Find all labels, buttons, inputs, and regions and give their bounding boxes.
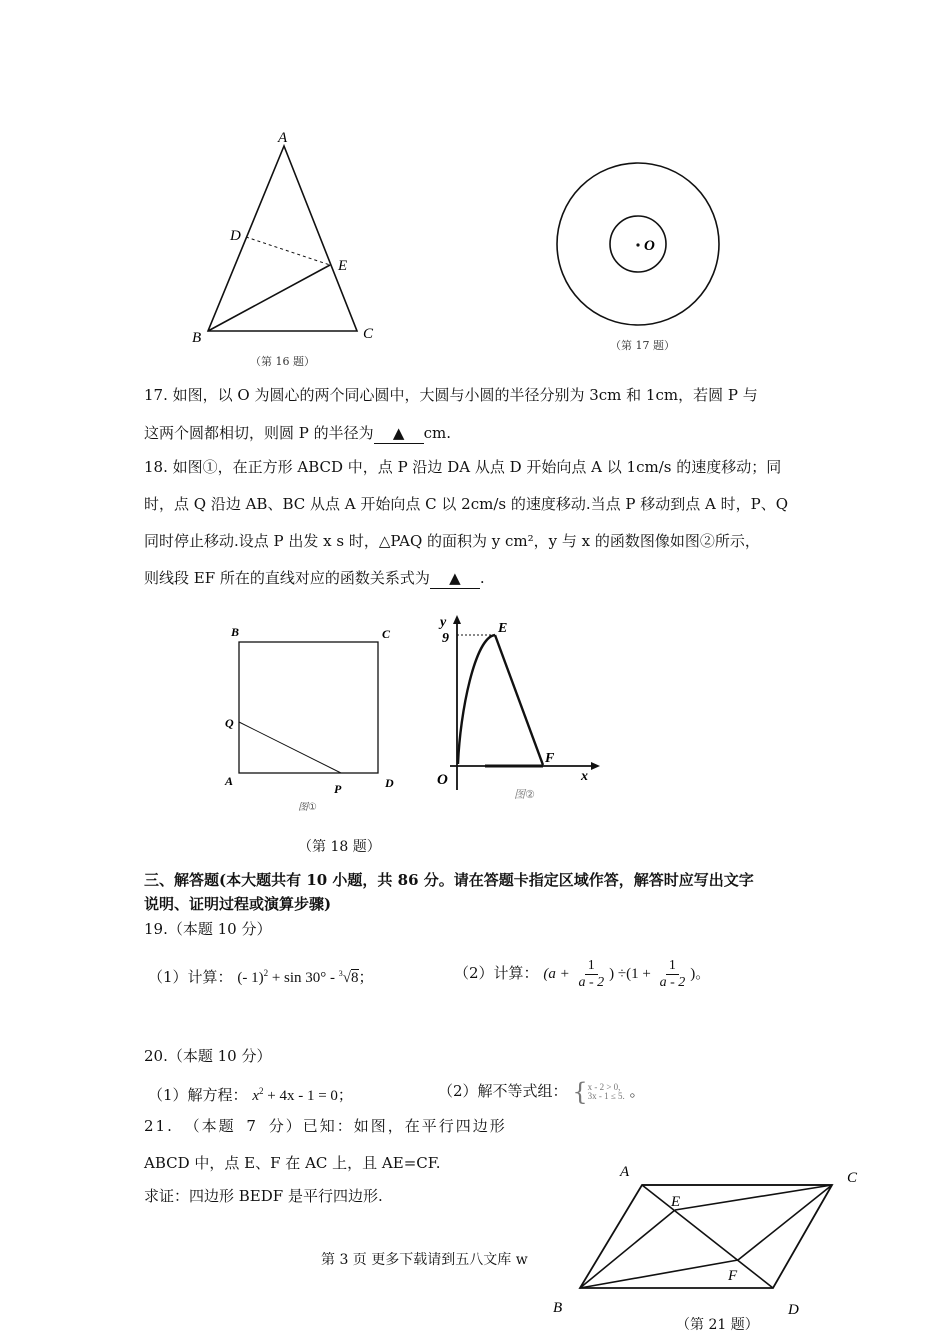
figure-16-triangle <box>180 120 400 350</box>
q18-line2: 时，点 Q 沿边 AB、BC 从点 A 开始向点 C 以 2cm/s 的速度移动.当点 P 移动到点 A 时，P、Q <box>144 495 788 513</box>
page-footer: 第 3 页 更多下载请到五八文库 w <box>321 1252 528 1268</box>
q17-line2-pre: 这两个圆都相切，则圆 P 的半径为 <box>144 424 374 442</box>
q20-expr-a: x <box>252 1088 259 1104</box>
caption-17: （第 17 题） <box>610 339 675 352</box>
q17-line2 <box>144 423 451 444</box>
q17-line1: 17. 如图，以 O 为圆心的两个同心圆中，大圆与小圆的半径分别为 3cm 和 1cm，若圆 P 与 <box>144 386 758 404</box>
q19-frac2-den: a - 2 <box>659 975 686 991</box>
q18-line4 <box>144 568 485 589</box>
q20-part1 <box>148 1081 353 1106</box>
q21-line2: ABCD 中，点 E、F 在 AC 上，且 AE=CF. <box>144 1154 441 1172</box>
subcaption-2: 图② <box>514 788 535 801</box>
label-c: C <box>382 627 391 641</box>
label-o: O <box>644 238 655 254</box>
segment-bf <box>580 1260 738 1288</box>
center-dot <box>636 243 639 246</box>
q19-part1 <box>148 963 374 988</box>
label-nine: 9 <box>442 631 449 646</box>
segment-be <box>208 265 330 331</box>
q19-expr-sup: 2 <box>263 968 269 978</box>
caption-18: （第 18 题） <box>298 839 381 855</box>
q20-part2 <box>438 1078 645 1106</box>
label-d: D <box>788 1302 799 1318</box>
radical-icon: √ <box>342 970 352 986</box>
label-o: O <box>437 772 448 788</box>
label-f: F <box>728 1268 738 1284</box>
q19-head: 19.（本题 10 分） <box>144 920 272 938</box>
q19-part2-expr <box>543 958 711 991</box>
section3-line2: 说明、证明过程或演算步骤) <box>144 895 332 913</box>
figure-18-graph <box>430 612 610 807</box>
q20-head: 20.（本题 10 分） <box>144 1047 272 1065</box>
q19-part1-end: ； <box>358 970 374 986</box>
q19-part1-label: （1）计算： <box>148 968 233 986</box>
segment-ed <box>675 1185 832 1210</box>
label-e: E <box>671 1194 681 1210</box>
label-a: A <box>278 130 288 146</box>
q19-root-index: 3 <box>338 969 343 978</box>
subcaption-1: 图① <box>298 802 317 813</box>
section3-line1: 三、解答题(本大题共有 10 小题，共 86 分。请在答题卡指定区域作答，解答时应写出文字 <box>144 871 754 889</box>
curve-oe <box>458 635 495 764</box>
q18-line4-post: . <box>479 569 485 587</box>
x-arrow <box>591 762 600 770</box>
label-d: D <box>385 776 394 790</box>
label-e: E <box>338 258 348 274</box>
label-a: A <box>620 1164 630 1180</box>
q19-fraction-1 <box>575 958 607 991</box>
q20-system-rows <box>588 1083 625 1101</box>
q17-line2-post: cm. <box>423 424 452 442</box>
diagonal-a-c <box>642 1185 773 1288</box>
q20-row-2: 3x - 1 ≤ 5. <box>587 1091 625 1101</box>
q19-part2-label: （2）计算： <box>454 964 539 982</box>
q18-line1: 18. 如图①，在正方形 ABCD 中，点 P 沿边 DA 从点 D 开始向点 A 以 1cm/s 的速度移动；同 <box>144 458 782 476</box>
q19-p2-mid: ) ÷(1 + <box>609 966 655 982</box>
figure-17-circles <box>552 158 724 330</box>
q20-part2-label: （2）解不等式组： <box>438 1082 568 1100</box>
q18-line3: 同时停止移动.设点 P 出发 x s 时，△PAQ 的面积为 y cm²，y 与 x 的函数图像如图②所示， <box>144 532 760 550</box>
q19-frac1-den: a - 2 <box>578 975 605 991</box>
q17-answer-blank: ▲ <box>374 423 424 444</box>
caption-21: （第 21 题） <box>676 1317 759 1333</box>
q20-expr-sup: 2 <box>259 1086 264 1096</box>
label-b: B <box>231 625 240 639</box>
label-d: D <box>230 228 241 244</box>
caption-16: （第 16 题） <box>250 355 315 368</box>
q20-row-1: x - 2 > 0, <box>587 1082 621 1092</box>
square-abcd <box>239 642 378 773</box>
q19-p2-close: )。 <box>690 966 711 982</box>
y-arrow <box>453 615 461 624</box>
label-a: A <box>225 774 234 788</box>
label-q: Q <box>225 716 234 730</box>
label-c: C <box>363 326 374 342</box>
q19-expr-a: (- 1) <box>237 970 264 986</box>
segment-qp <box>239 722 341 773</box>
q21-line3: 求证：四边形 BEDF 是平行四边形. <box>144 1187 383 1205</box>
q19-p2-open: (a + <box>543 966 574 982</box>
label-y: y <box>440 615 447 630</box>
q20-expr-b: + 4x - 1 = 0； <box>263 1088 353 1104</box>
q18-answer-blank: ▲ <box>430 568 480 589</box>
q19-root-body: 8 <box>351 970 359 986</box>
label-b: B <box>553 1300 563 1316</box>
segment-be <box>580 1210 675 1288</box>
q20-part1-label: （1）解方程： <box>148 1086 248 1104</box>
q21-line1: 21. （本题 7 分）已知：如图，在平行四边形 <box>144 1117 507 1135</box>
label-x: x <box>581 769 588 784</box>
q18-line4-pre: 则线段 EF 所在的直线对应的函数关系式为 <box>144 569 430 587</box>
label-p: P <box>334 782 342 796</box>
q19-part1-expr <box>237 970 373 986</box>
brace-icon: { <box>572 1078 588 1106</box>
label-b: B <box>192 330 202 346</box>
segment-ef <box>495 635 543 765</box>
q19-part2 <box>454 955 710 992</box>
q20-part2-end: 。 <box>629 1082 645 1100</box>
label-f: F <box>545 751 555 766</box>
figure-18-square <box>220 620 400 815</box>
q19-frac2-num: 1 <box>666 958 679 975</box>
label-e: E <box>498 621 508 636</box>
q19-fraction-2 <box>657 958 689 991</box>
parallelogram-abcd <box>580 1185 832 1288</box>
q19-expr-b: + sin 30° - <box>268 970 339 986</box>
q19-frac1-num: 1 <box>585 958 598 975</box>
q20-part1-expr <box>252 1088 353 1104</box>
segment-de-dashed <box>246 237 330 265</box>
label-c: C <box>847 1170 858 1186</box>
q20-system <box>572 1078 625 1106</box>
segment-fd <box>738 1185 832 1260</box>
